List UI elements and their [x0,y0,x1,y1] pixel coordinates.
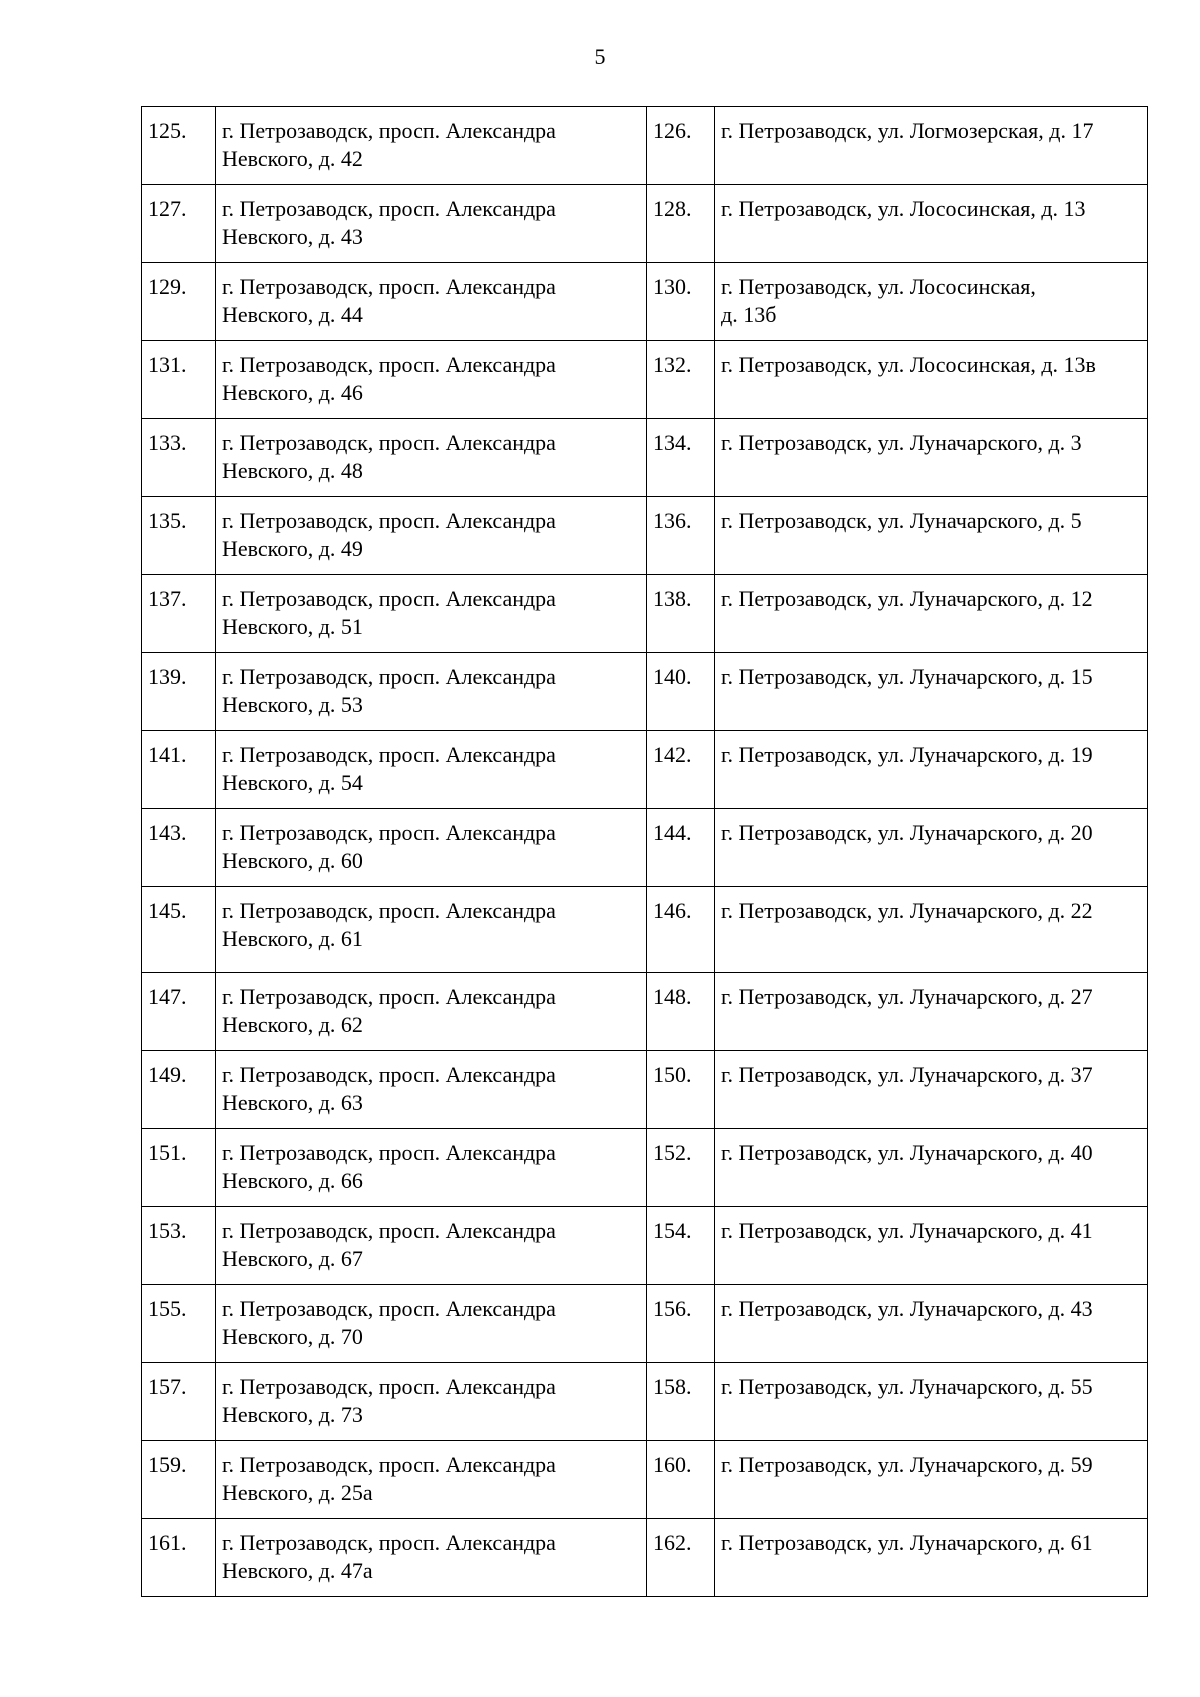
address-left: г. Петрозаводск, просп. Александра Невского, д. 67 [216,1207,647,1285]
address-left: г. Петрозаводск, просп. Александра Невского, д. 49 [216,497,647,575]
row-number-right: 156. [647,1285,715,1363]
table-row [142,1441,1148,1519]
row-number-left: 133. [142,419,216,497]
row-number-right: 140. [647,653,715,731]
table-row [142,185,1148,263]
row-number-left: 141. [142,731,216,809]
table-row [142,1207,1148,1285]
table-row [142,419,1148,497]
address-left: г. Петрозаводск, просп. Александра Невского, д. 46 [216,341,647,419]
address-right: г. Петрозаводск, ул. Луначарского, д. 61 [715,1519,1148,1597]
row-number-right: 142. [647,731,715,809]
address-right: г. Петрозаводск, ул. Луначарского, д. 41 [715,1207,1148,1285]
row-number-left: 145. [142,887,216,973]
row-number-left: 149. [142,1051,216,1129]
row-number-left: 151. [142,1129,216,1207]
row-number-right: 126. [647,107,715,185]
table-row [142,973,1148,1051]
row-number-right: 144. [647,809,715,887]
address-left: г. Петрозаводск, просп. Александра Невского, д. 43 [216,185,647,263]
table-row [142,653,1148,731]
row-number-left: 127. [142,185,216,263]
row-number-left: 143. [142,809,216,887]
address-left: г. Петрозаводск, просп. Александра Невского, д. 25а [216,1441,647,1519]
address-right: г. Петрозаводск, ул. Луначарского, д. 20 [715,809,1148,887]
row-number-left: 157. [142,1363,216,1441]
address-left: г. Петрозаводск, просп. Александра Невского, д. 66 [216,1129,647,1207]
address-left: г. Петрозаводск, просп. Александра Невского, д. 44 [216,263,647,341]
table-row [142,887,1148,973]
row-number-right: 136. [647,497,715,575]
address-left: г. Петрозаводск, просп. Александра Невского, д. 61 [216,887,647,973]
table-row [142,1519,1148,1597]
table-row [142,809,1148,887]
address-right: г. Петрозаводск, ул. Луначарского, д. 59 [715,1441,1148,1519]
table-row [142,1051,1148,1129]
row-number-right: 154. [647,1207,715,1285]
address-left: г. Петрозаводск, просп. Александра Невского, д. 63 [216,1051,647,1129]
address-right: г. Петрозаводск, ул. Луначарского, д. 3 [715,419,1148,497]
row-number-left: 131. [142,341,216,419]
address-left: г. Петрозаводск, просп. Александра Невского, д. 60 [216,809,647,887]
table-row [142,575,1148,653]
address-table [141,106,1148,1597]
table-row [142,263,1148,341]
row-number-left: 147. [142,973,216,1051]
row-number-right: 148. [647,973,715,1051]
row-number-right: 150. [647,1051,715,1129]
row-number-right: 146. [647,887,715,973]
address-right: г. Петрозаводск, ул. Луначарского, д. 5 [715,497,1148,575]
table-row [142,1363,1148,1441]
address-right: г. Петрозаводск, ул. Лососинская, д. 13в [715,341,1148,419]
row-number-right: 138. [647,575,715,653]
row-number-right: 128. [647,185,715,263]
address-right: г. Петрозаводск, ул. Лососинская, д. 13б [715,263,1148,341]
address-left: г. Петрозаводск, просп. Александра Невского, д. 53 [216,653,647,731]
address-table-body [142,107,1148,1597]
row-number-left: 159. [142,1441,216,1519]
row-number-right: 160. [647,1441,715,1519]
row-number-left: 153. [142,1207,216,1285]
address-left: г. Петрозаводск, просп. Александра Невского, д. 47а [216,1519,647,1597]
address-left: г. Петрозаводск, просп. Александра Невского, д. 73 [216,1363,647,1441]
address-right: г. Петрозаводск, ул. Луначарского, д. 43 [715,1285,1148,1363]
address-right: г. Петрозаводск, ул. Луначарского, д. 15 [715,653,1148,731]
address-left: г. Петрозаводск, просп. Александра Невского, д. 70 [216,1285,647,1363]
row-number-right: 134. [647,419,715,497]
table-row [142,1129,1148,1207]
row-number-left: 135. [142,497,216,575]
row-number-right: 130. [647,263,715,341]
address-right: г. Петрозаводск, ул. Луначарского, д. 55 [715,1363,1148,1441]
address-right: г. Петрозаводск, ул. Луначарского, д. 22 [715,887,1148,973]
row-number-left: 139. [142,653,216,731]
row-number-right: 132. [647,341,715,419]
row-number-right: 158. [647,1363,715,1441]
address-left: г. Петрозаводск, просп. Александра Невского, д. 54 [216,731,647,809]
address-left: г. Петрозаводск, просп. Александра Невского, д. 51 [216,575,647,653]
row-number-left: 125. [142,107,216,185]
page-number: 5 [594,44,606,69]
table-row [142,1285,1148,1363]
address-right: г. Петрозаводск, ул. Луначарского, д. 37 [715,1051,1148,1129]
address-right: г. Петрозаводск, ул. Логмозерская, д. 17 [715,107,1148,185]
address-right: г. Петрозаводск, ул. Луначарского, д. 27 [715,973,1148,1051]
address-right: г. Петрозаводск, ул. Луначарского, д. 40 [715,1129,1148,1207]
table-row [142,341,1148,419]
table-row [142,731,1148,809]
row-number-right: 162. [647,1519,715,1597]
address-left: г. Петрозаводск, просп. Александра Невского, д. 42 [216,107,647,185]
address-right: г. Петрозаводск, ул. Луначарского, д. 12 [715,575,1148,653]
row-number-left: 129. [142,263,216,341]
address-right: г. Петрозаводск, ул. Лососинская, д. 13 [715,185,1148,263]
address-right: г. Петрозаводск, ул. Луначарского, д. 19 [715,731,1148,809]
address-left: г. Петрозаводск, просп. Александра Невского, д. 62 [216,973,647,1051]
row-number-left: 161. [142,1519,216,1597]
row-number-left: 155. [142,1285,216,1363]
table-row [142,107,1148,185]
row-number-left: 137. [142,575,216,653]
row-number-right: 152. [647,1129,715,1207]
address-left: г. Петрозаводск, просп. Александра Невского, д. 48 [216,419,647,497]
table-row [142,497,1148,575]
